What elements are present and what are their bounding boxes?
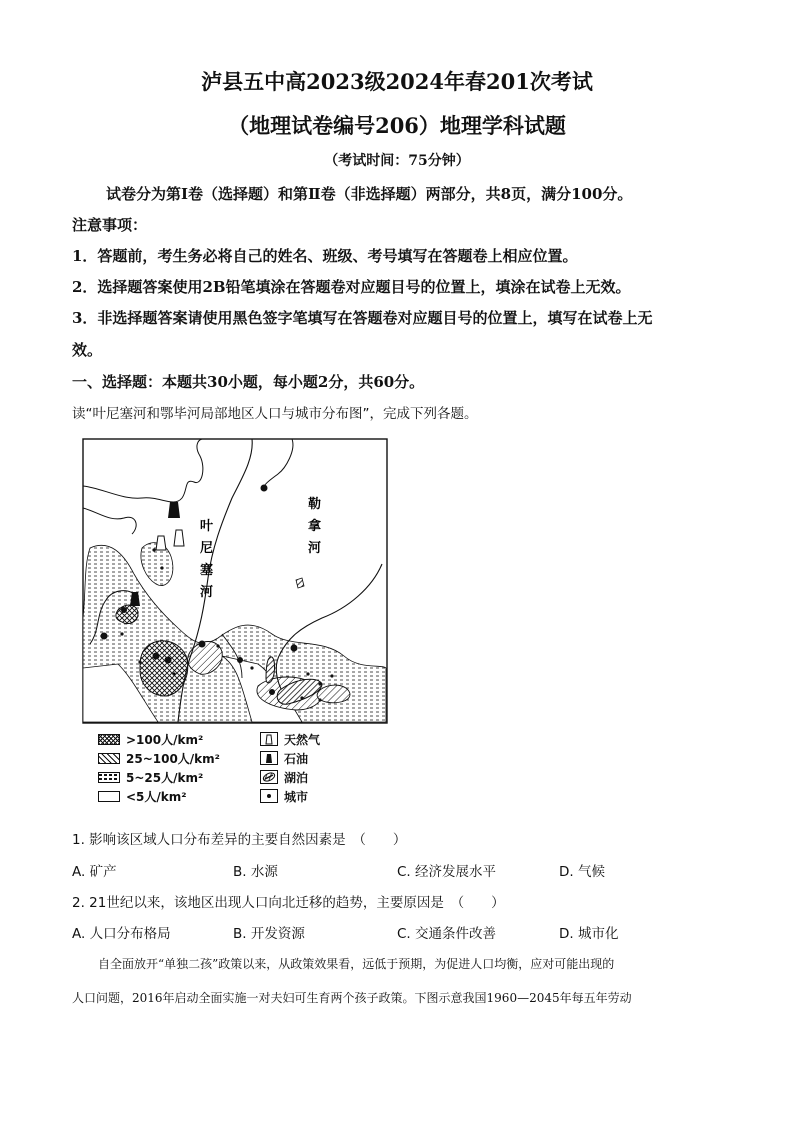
lena-label: 拿	[308, 519, 322, 534]
question-stem: 2. 21世纪以来，该地区出现人口向北迁移的趋势，主要原因是 （ ）	[72, 895, 505, 911]
map-instruction: 读“叶尼塞河和鄂毕河局部地区人口与城市分布图”，完成下列各题。	[72, 406, 478, 422]
city-legend-icon	[260, 789, 278, 803]
legend-item	[260, 750, 308, 766]
option: C. 交通条件改善	[397, 926, 497, 942]
legend-item	[98, 750, 220, 766]
legend-item	[260, 731, 320, 747]
legend-item	[98, 788, 187, 804]
lake-icon	[260, 770, 278, 784]
high-density-area	[140, 641, 188, 696]
yenisei-label: 河	[200, 585, 214, 600]
population-city-map	[82, 438, 388, 724]
lena-label: 勒	[308, 497, 322, 512]
section-heading: 一、选择题：本题共30小题，每小题2分，共60分。	[72, 373, 425, 391]
yenisei-label: 尼	[200, 541, 214, 556]
option: C. 经济发展水平	[397, 864, 497, 880]
yenisei-label: 塞	[200, 563, 214, 578]
option: B. 水源	[233, 864, 278, 880]
note-item: 效。	[72, 341, 103, 359]
exam-subtitle: （地理试卷编号206）地理学科试题	[228, 113, 566, 138]
oil-icon	[260, 751, 278, 765]
map-legend	[98, 731, 398, 807]
yenisei-label: 叶	[200, 519, 214, 534]
legend-label: 天然气	[284, 732, 321, 747]
legend-item	[98, 731, 203, 747]
legend-label: 5~25人/km²	[126, 770, 204, 785]
legend-item	[260, 788, 308, 804]
lena-label: 河	[308, 541, 322, 556]
mid-pattern-icon	[98, 753, 120, 764]
legend-item	[260, 769, 308, 785]
legend-label: <5人/km²	[126, 789, 187, 804]
note-item: 2．选择题答案使用2B铅笔填涂在答题卷对应题目号的位置上，填涂在试卷上无效。	[72, 278, 631, 296]
option: A. 人口分布格局	[72, 926, 171, 942]
legend-label: 湖泊	[284, 770, 309, 785]
note-item: 3．非选择题答案请使用黑色签字笔填写在答题卷对应题目号的位置上，填写在试卷上无	[72, 309, 653, 327]
notes-heading: 注意事项：	[72, 216, 148, 234]
option: D. 城市化	[559, 926, 619, 942]
legend-item	[98, 769, 203, 785]
exam-title: 泸县五中高2023级2024年春201次考试	[201, 69, 593, 94]
note-item: 1．答题前，考生务必将自己的姓名、班级、考号填写在答题卷上相应位置。	[72, 247, 578, 265]
dense-pattern-icon	[98, 734, 120, 745]
passage-line: 自全面放开“单独二孩”政策以来，从政策效果看，远低于预期，为促进人口均衡，应对可能出现的	[98, 957, 615, 971]
option: D. 气候	[559, 864, 605, 880]
option: A. 矿产	[72, 864, 117, 880]
question-stem: 1. 影响该区域人口分布差异的主要自然因素是 （ ）	[72, 832, 407, 848]
low-pattern-icon	[98, 772, 120, 783]
option: B. 开发资源	[233, 926, 305, 942]
intro-text: 试卷分为第Ⅰ卷（选择题）和第Ⅱ卷（非选择题）两部分，共8页，满分100分。	[106, 185, 633, 203]
gas-icon	[260, 732, 278, 746]
passage-line: 人口问题，2016年启动全面实施一对夫妇可生育两个孩子政策。下图示意我国1960—2045年每五年劳动	[72, 991, 632, 1005]
legend-label: 石油	[284, 751, 309, 766]
legend-label: >100人/km²	[126, 732, 204, 747]
exam-time: （考试时间：75分钟）	[324, 153, 470, 169]
legend-label: 25~100人/km²	[126, 751, 220, 766]
blank-pattern-icon	[98, 791, 120, 802]
legend-label: 城市	[284, 789, 309, 804]
